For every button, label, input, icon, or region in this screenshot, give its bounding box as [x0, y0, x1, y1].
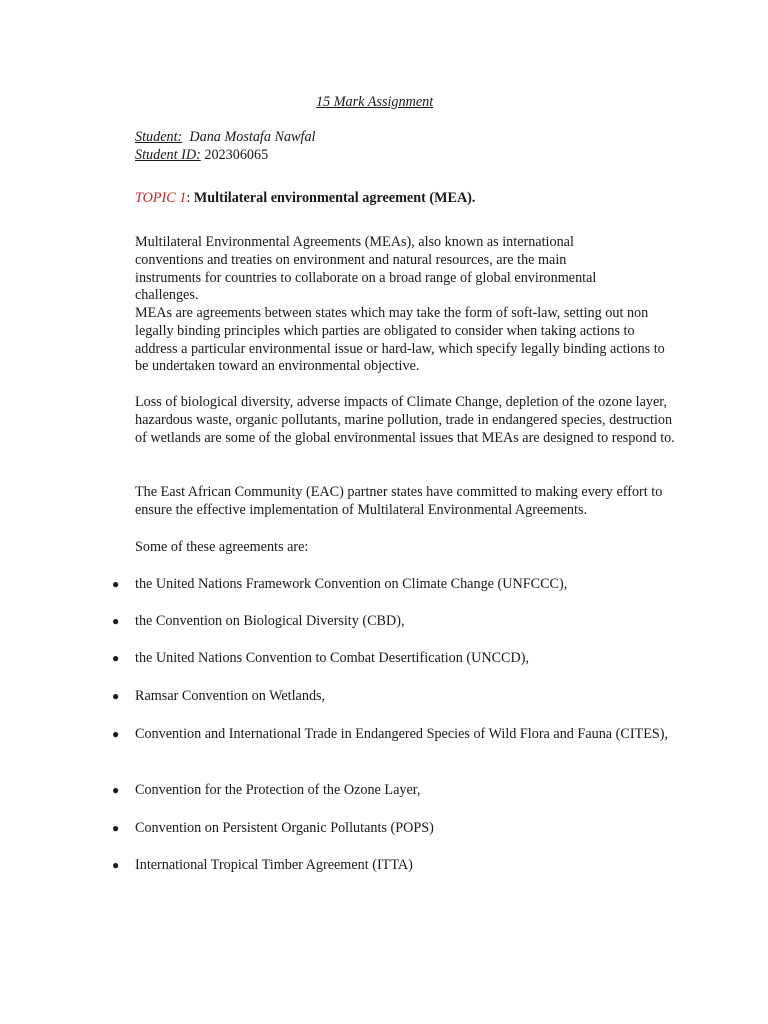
agreement-text: International Tropical Timber Agreement (ITTA) [135, 857, 413, 873]
student-id-label: Student ID: [135, 147, 201, 163]
list-item [112, 726, 680, 744]
agreement-text: Convention on Persistent Organic Pollutants (POPS) [135, 820, 434, 836]
list-item [112, 650, 680, 668]
paragraph-intro: Multilateral Environmental Agreements (MEAs), also known as international conventions and treaties on environment and natural resources, are the main instruments for countries to collaborate on a broad range of global environmental challenges. [135, 234, 597, 304]
topic-label: TOPIC 1 [135, 190, 187, 206]
bullet-icon: ● [112, 858, 120, 872]
bullet-icon: ● [112, 783, 120, 797]
list-item [112, 820, 680, 838]
agreement-text: Convention for the Protection of the Ozone Layer, [135, 782, 421, 798]
agreement-text: the Convention on Biological Diversity (CBD), [135, 613, 405, 629]
student-name-line [135, 129, 316, 147]
agreement-text: the United Nations Convention to Combat Desertification (UNCCD), [135, 650, 530, 666]
agreement-text: Convention and International Trade in Endangered Species of Wild Flora and Fauna (CITES), [135, 726, 669, 742]
list-item [112, 688, 680, 706]
paragraph-list-intro: Some of these agreements are: [135, 539, 309, 555]
student-name: Dana Mostafa Nawfal [189, 129, 316, 145]
paragraph-eac: The East African Community (EAC) partner states have committed to making every effort to ensure the effective implementation of Multilateral Environmental Agreements. [135, 484, 663, 518]
bullet-icon: ● [112, 727, 120, 741]
paragraph-definition: MEAs are agreements between states which may take the form of soft-law, setting out non legally binding principles which parties are obligated to consider when taking actions to address a particular environmental issue or hard-law, which specify legally binding actions to be undertaken toward an environmental objective. [135, 305, 665, 375]
topic-text: Multilateral environmental agreement (MEA). [193, 190, 476, 206]
list-item [112, 782, 680, 800]
bullet-icon: ● [112, 577, 120, 591]
topic-heading [135, 190, 475, 208]
student-label: Student: [135, 129, 183, 145]
bullet-icon: ● [112, 821, 120, 835]
bullet-icon: ● [112, 689, 120, 703]
document-title: 15 Mark Assignment [316, 94, 434, 110]
agreement-text: the United Nations Framework Convention on Climate Change (UNFCCC), [135, 576, 568, 592]
agreement-text: Ramsar Convention on Wetlands, [135, 688, 326, 704]
student-id: 202306065 [204, 147, 269, 163]
topic-separator: : [186, 190, 194, 206]
student-id-line [135, 147, 268, 165]
paragraph-issues: Loss of biological diversity, adverse impacts of Climate Change, depletion of the ozone layer, hazardous waste, organic pollutants, marine pollution, trade in endangered species, destruction of wetlands are some of the global environmental issues that MEAs are designed to respond to. [135, 394, 675, 446]
bullet-icon: ● [112, 651, 120, 665]
list-item [112, 857, 680, 875]
bullet-icon: ● [112, 614, 120, 628]
list-item [112, 576, 680, 594]
list-item [112, 613, 680, 631]
